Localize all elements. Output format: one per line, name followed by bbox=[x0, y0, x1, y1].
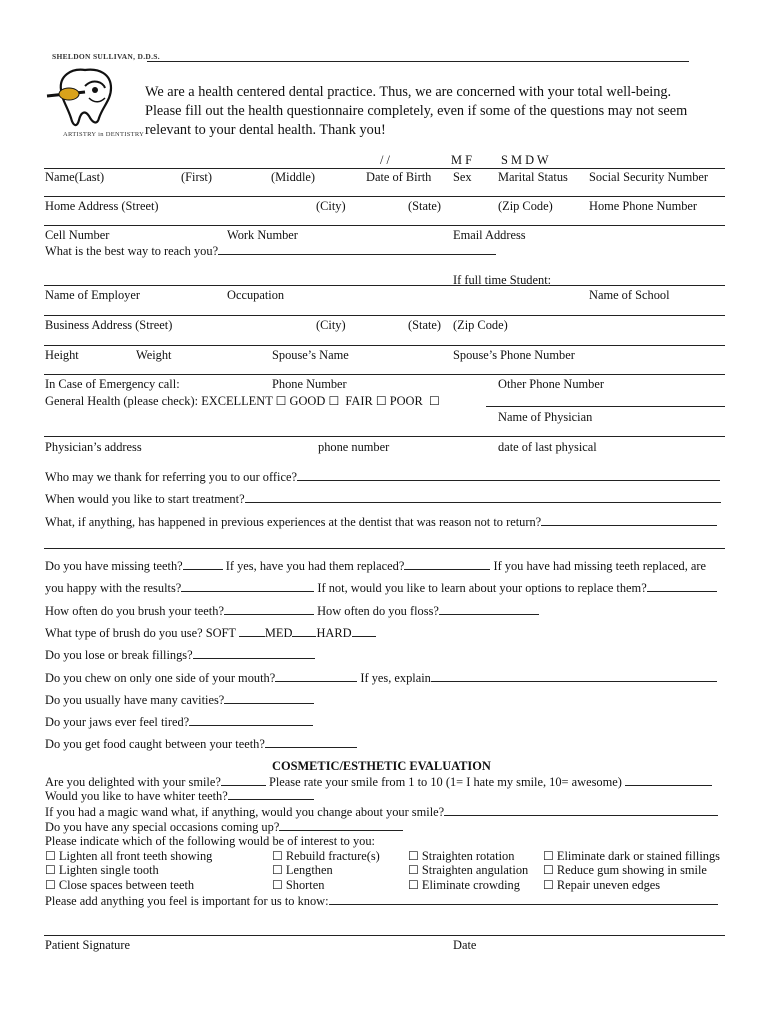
explain-field[interactable] bbox=[431, 670, 717, 682]
brush-field[interactable] bbox=[224, 603, 314, 615]
intro-line-2: Please fill out the health questionnaire completely, even if some of the questions may not seem bbox=[145, 103, 688, 119]
health-poor-checkbox[interactable]: ☐ bbox=[428, 394, 440, 408]
rate-field[interactable] bbox=[625, 774, 712, 786]
row1-line[interactable] bbox=[44, 168, 725, 169]
logo-name: SHELDON SULLIVAN, D.D.S. bbox=[52, 52, 160, 61]
label-last-physical: date of last physical bbox=[498, 440, 597, 454]
q-brush-type: What type of brush do you use? SOFT MED HARD bbox=[45, 625, 376, 641]
add-field[interactable] bbox=[329, 893, 718, 905]
label-home-city: (City) bbox=[316, 199, 346, 213]
q-referral: Who may we thank for referring you to our office? bbox=[45, 469, 720, 485]
checkbox-icon[interactable]: ☐ bbox=[45, 878, 56, 892]
label-signature: Patient Signature bbox=[45, 938, 130, 952]
q-fillings: Do you lose or break fillings? bbox=[45, 647, 315, 663]
row5-line[interactable] bbox=[44, 315, 725, 316]
row7-line[interactable] bbox=[44, 374, 725, 375]
c-delighted: Are you delighted with your smile? Please rate your smile from 1 to 10 (1= I hate my smile, 10= awesome) bbox=[45, 774, 712, 790]
previous-field[interactable] bbox=[541, 514, 717, 526]
label-weight: Weight bbox=[136, 348, 172, 362]
option-straighten-rotation[interactable]: ☐ Straighten rotation bbox=[408, 849, 515, 863]
c-wand: If you had a magic wand what, if anything, would you change about your smile? bbox=[45, 804, 718, 820]
occasions-field[interactable] bbox=[279, 819, 403, 831]
med-field[interactable] bbox=[292, 625, 316, 637]
intro-line-3: relevant to your dental health. Thank you! bbox=[145, 122, 386, 138]
q-previous: What, if anything, has happened in previous experiences at the dentist that was reason not to return? bbox=[45, 514, 717, 530]
start-field[interactable] bbox=[245, 491, 721, 503]
option-reduce-gum[interactable]: ☐ Reduce gum showing in smile bbox=[543, 863, 707, 877]
checkbox-icon[interactable]: ☐ bbox=[543, 863, 554, 877]
cosmetic-heading: COSMETIC/ESTHETIC EVALUATION bbox=[272, 759, 491, 773]
label-student: If full time Student: bbox=[453, 273, 552, 287]
replaced-field[interactable] bbox=[404, 558, 490, 570]
dob-hint: / / bbox=[380, 153, 390, 167]
q-happy: you happy with the results? If not, would you like to learn about your options to replace them? bbox=[45, 580, 717, 596]
row2-line[interactable] bbox=[44, 196, 725, 197]
option-rebuild[interactable]: ☐ Rebuild fracture(s) bbox=[272, 849, 380, 863]
checkbox-icon[interactable]: ☐ bbox=[543, 849, 554, 863]
sex-hint: M F bbox=[451, 153, 473, 167]
header-line bbox=[147, 61, 689, 62]
logo-tagline: ARTISTRY in DENTISTRY bbox=[63, 131, 145, 138]
option-lighten-single[interactable]: ☐ Lighten single tooth bbox=[45, 863, 159, 877]
physician-line[interactable] bbox=[486, 406, 725, 407]
label-home-zip: (Zip Code) bbox=[498, 199, 553, 213]
label-name-last: Name(Last) bbox=[45, 170, 105, 184]
health-fair-checkbox[interactable]: ☐ bbox=[375, 394, 387, 408]
c-add: Please add anything you feel is important for us to know: bbox=[45, 893, 718, 909]
c-indicate: Please indicate which of the following would be of interest to you: bbox=[45, 834, 375, 848]
reach-field[interactable] bbox=[218, 243, 496, 255]
option-lighten-all[interactable]: ☐ Lighten all front teeth showing bbox=[45, 849, 213, 863]
wand-field[interactable] bbox=[444, 804, 718, 816]
checkbox-icon[interactable]: ☐ bbox=[272, 849, 283, 863]
signature-line[interactable] bbox=[44, 935, 725, 936]
checkbox-icon[interactable]: ☐ bbox=[272, 878, 283, 892]
label-dob: Date of Birth bbox=[366, 170, 432, 184]
health-good-checkbox[interactable]: ☐ bbox=[328, 394, 340, 408]
option-shorten[interactable]: ☐ Shorten bbox=[272, 878, 325, 892]
label-work: Work Number bbox=[227, 228, 298, 242]
c-occasions: Do you have any special occasions coming up? bbox=[45, 819, 403, 835]
label-ssn: Social Security Number bbox=[589, 170, 709, 184]
missing-field[interactable] bbox=[183, 558, 223, 570]
label-business-state: (State) bbox=[408, 318, 442, 332]
learn-field[interactable] bbox=[647, 580, 717, 592]
health-fair-label: FAIR bbox=[345, 394, 373, 408]
label-sex: Sex bbox=[453, 170, 472, 184]
label-spouse-phone: Spouse’s Phone Number bbox=[453, 348, 575, 362]
delighted-field[interactable] bbox=[221, 774, 266, 786]
checkbox-icon[interactable]: ☐ bbox=[543, 878, 554, 892]
label-home-state: (State) bbox=[408, 199, 442, 213]
label-business: Business Address (Street) bbox=[45, 318, 173, 332]
cavities-field[interactable] bbox=[224, 692, 314, 704]
option-lengthen[interactable]: ☐ Lengthen bbox=[272, 863, 333, 877]
checkbox-icon[interactable]: ☐ bbox=[408, 878, 419, 892]
option-straighten-angulation[interactable]: ☐ Straighten angulation bbox=[408, 863, 529, 877]
general-health-row: General Health (please check): EXCELLENT ☐ GOOD ☐ FAIR ☐ POOR ☐ bbox=[45, 394, 440, 408]
option-close-spaces[interactable]: ☐ Close spaces between teeth bbox=[45, 878, 195, 892]
q-chew: Do you chew on only one side of your mouth? If yes, explain bbox=[45, 670, 717, 686]
q-jaws: Do your jaws ever feel tired? bbox=[45, 714, 313, 730]
row3-line[interactable] bbox=[44, 225, 725, 226]
row4-line[interactable] bbox=[44, 285, 725, 286]
label-employer: Name of Employer bbox=[45, 288, 140, 302]
label-home-street: Home Address (Street) bbox=[45, 199, 159, 213]
previous-field-2[interactable] bbox=[44, 548, 725, 549]
label-business-city: (City) bbox=[316, 318, 346, 332]
checkbox-icon[interactable]: ☐ bbox=[272, 863, 283, 877]
label-business-zip: (Zip Code) bbox=[453, 318, 508, 332]
fillings-field[interactable] bbox=[193, 647, 315, 659]
chew-field[interactable] bbox=[275, 670, 357, 682]
label-other-phone: Other Phone Number bbox=[498, 377, 604, 391]
q-cavities: Do you usually have many cavities? bbox=[45, 692, 314, 708]
label-occupation: Occupation bbox=[227, 288, 285, 302]
checkbox-icon[interactable]: ☐ bbox=[45, 849, 56, 863]
intro-line-1: We are a health centered dental practice. Thus, we are concerned with your total well-being. bbox=[145, 84, 672, 100]
checkbox-icon[interactable]: ☐ bbox=[45, 863, 56, 877]
q-brush: How often do you brush your teeth? How often do you floss? bbox=[45, 603, 539, 619]
label-emergency-phone: Phone Number bbox=[272, 377, 347, 391]
label-spouse: Spouse’s Name bbox=[272, 348, 349, 362]
label-reach: What is the best way to reach you? bbox=[45, 243, 496, 259]
floss-field[interactable] bbox=[439, 603, 539, 615]
label-email: Email Address bbox=[453, 228, 526, 242]
health-poor-label: POOR bbox=[389, 394, 423, 408]
label-school: Name of School bbox=[589, 288, 670, 302]
label-cell: Cell Number bbox=[45, 228, 110, 242]
label-date: Date bbox=[453, 938, 477, 952]
q-missing: Do you have missing teeth? If yes, have you had them replaced? If you have had missing teeth replaced, are bbox=[45, 559, 707, 573]
label-home-phone: Home Phone Number bbox=[589, 199, 698, 213]
logo-icon bbox=[45, 62, 135, 132]
row8-line[interactable] bbox=[44, 436, 725, 437]
happy-field[interactable] bbox=[181, 580, 314, 592]
row6-line[interactable] bbox=[44, 345, 725, 346]
label-middle: (Middle) bbox=[271, 170, 316, 184]
checkbox-icon[interactable]: ☐ bbox=[408, 849, 419, 863]
label-physician-phone: phone number bbox=[318, 440, 390, 454]
q-start: When would you like to start treatment? bbox=[45, 491, 721, 507]
whiter-field[interactable] bbox=[228, 788, 314, 800]
option-eliminate-dark[interactable]: ☐ Eliminate dark or stained fillings bbox=[543, 849, 720, 863]
marital-hint: S M D W bbox=[501, 153, 549, 167]
label-first: (First) bbox=[181, 170, 212, 184]
option-eliminate-crowding[interactable]: ☐ Eliminate crowding bbox=[408, 878, 520, 892]
soft-field[interactable] bbox=[239, 625, 265, 637]
hard-field[interactable] bbox=[352, 625, 376, 637]
label-emergency: In Case of Emergency call: bbox=[45, 377, 180, 391]
food-field[interactable] bbox=[265, 736, 357, 748]
label-height: Height bbox=[45, 348, 79, 362]
health-excellent-checkbox[interactable]: ☐ bbox=[275, 394, 287, 408]
referral-field[interactable] bbox=[297, 469, 720, 481]
health-good-label: GOOD bbox=[289, 394, 326, 408]
jaws-field[interactable] bbox=[189, 714, 313, 726]
health-excellent-label: EXCELLENT bbox=[201, 394, 273, 408]
label-marital: Marital Status bbox=[498, 170, 568, 184]
label-physician: Name of Physician bbox=[498, 410, 593, 424]
c-whiter: Would you like to have whiter teeth? bbox=[45, 788, 314, 804]
label-physician-address: Physician’s address bbox=[45, 440, 142, 454]
checkbox-icon[interactable]: ☐ bbox=[408, 863, 419, 877]
q-food: Do you get food caught between your teeth? bbox=[45, 736, 357, 752]
option-repair-edges[interactable]: ☐ Repair uneven edges bbox=[543, 878, 661, 892]
